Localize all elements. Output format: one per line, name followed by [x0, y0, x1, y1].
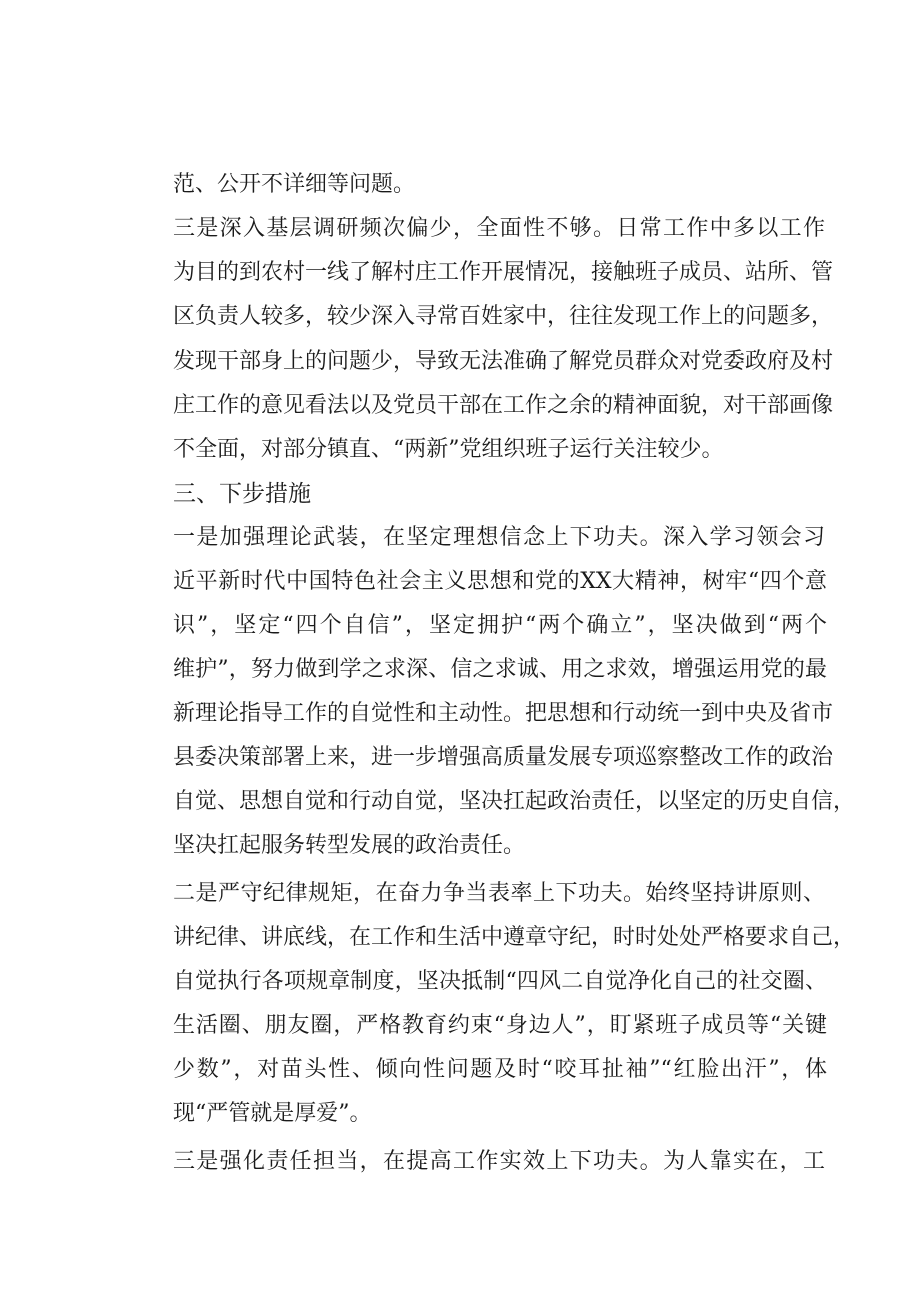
text-line-2: 三是深入基层调研频次偏少，全面性不够。日常工作中多以工作: [173, 216, 825, 241]
text-line-9: 一是加强理论武装，在坚定理想信念上下功夫。深入学习领会习: [173, 525, 825, 550]
text-line-4: 区负责人较多，较少深入寻常百姓家中，往往发现工作上的问题多，: [173, 304, 834, 329]
text-line-1: 范、公开不详细等问题。: [173, 172, 416, 197]
text-line-19: 自觉执行各项规章制度，坚决抵制“四风二自觉净化自己的社交圈、: [173, 969, 827, 994]
text-line-21: 少数”，对苗头性、倾向性问题及时“咬耳扯袖”“红脸出汗”，体: [173, 1057, 827, 1082]
text-line-10: 近平新时代中国特色社会主义思想和党的XX大精神，树牢“四个意: [173, 569, 827, 594]
text-line-6: 庄工作的意见看法以及党员干部在工作之余的精神面貌，对干部画像: [173, 393, 834, 418]
text-line-13: 新理论指导工作的自觉性和主动性。把思想和行动统一到中央及省市: [173, 701, 834, 726]
text-line-14: 县委决策部署上来，进一步增强高质量发展专项巡察整改工作的政治: [173, 745, 834, 770]
text-line-12: 维护”，努力做到学之求深、信之求诚、用之求效，增强运用党的最: [173, 657, 827, 682]
text-line-15: 自觉、思想自觉和行动自觉，坚决扛起政治责任，以坚定的历史自信，: [173, 789, 856, 814]
text-line-11: 识”，坚定“四个自信”，坚定拥护“两个确立”，坚决做到“两个: [173, 613, 827, 638]
text-line-3: 为目的到农村一线了解村庄工作开展情况，接触班子成员、站所、管: [173, 260, 834, 285]
section-heading: 三、下步措施: [173, 481, 311, 507]
text-line-20: 生活圈、朋友圈，严格教育约束“身边人”，盯紧班子成员等“关键: [173, 1013, 827, 1038]
text-line-23: 三是强化责任担当，在提高工作实效上下功夫。为人靠实在，工: [173, 1149, 825, 1174]
text-line-22: 现“严管就是厚爱”。: [173, 1101, 372, 1126]
text-line-17: 二是严守纪律规矩，在奋力争当表率上下功夫。始终坚持讲原则、: [173, 881, 825, 906]
text-line-16: 坚决扛起服务转型发展的政治责任。: [173, 833, 526, 858]
text-line-5: 发现干部身上的问题少，导致无法准确了解党员群众对党委政府及村: [173, 349, 834, 374]
text-line-7: 不全面，对部分镇直、“两新”党组织班子运行关注较少。: [173, 437, 724, 462]
text-line-18: 讲纪律、讲底线，在工作和生活中遵章守纪，时时处处严格要求自己，: [173, 925, 856, 950]
